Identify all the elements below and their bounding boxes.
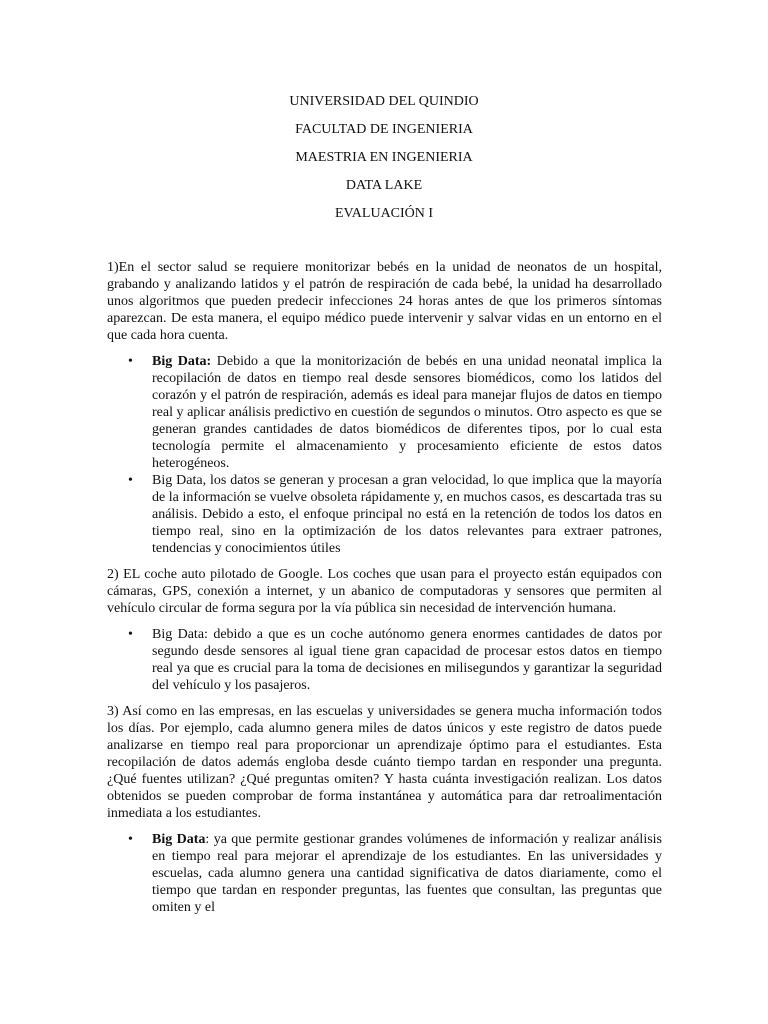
list-item (128, 626, 662, 694)
list-item (128, 353, 662, 472)
bullet-icon: • (128, 354, 133, 369)
bullet-text: Debido a que la monitorización de bebés en una unidad neonatal implica la recopilación de datos en tiempo real desde sensores biomédicos, como los latidos del corazón y el patrón de respiración, además es ideal para manejar flujos de datos en tiempo real y aplicar análisis predictivo en cuestión de segundos o minutos. Otro aspecto es que se generan grandes cantidades de datos biomédicos de diferentes tipos, por lo cual esta tecnología permite el almacenamiento y procesamiento eficiente de estos datos heterogéneos. (152, 354, 662, 471)
list-item (128, 472, 662, 557)
bullet-text: : ya que permite gestionar grandes volúmenes de información y realizar análisis en tiempo real para mejorar el aprendizaje de los estudiantes. En las universidades y escuelas, cada alumno genera una cantidad significativa de datos diariamente, como el tiempo que tardan en responder preguntas, las fuentes que consultan, las preguntas que omiten y el (152, 832, 662, 915)
document-header (0, 93, 768, 233)
course-title: DATA LAKE (345, 178, 423, 193)
bullet-icon: • (128, 627, 133, 642)
university-title: UNIVERSIDAD DEL QUINDIO (289, 94, 479, 109)
list-item (128, 831, 662, 916)
bullet-text: Big Data: debido a que es un coche autónomo genera enormes cantidades de datos por segundo desde sensores al igual tiene gran capacidad de procesar estos datos en tiempo real ya que es crucial para la toma de decisiones en milisegundos y garantizar la seguridad del vehículo y los pasajeros. (152, 627, 662, 693)
question-1-text: 1)En el sector salud se requiere monitorizar bebés en la unidad de neonatos de un hospital, grabando y analizando latidos y el patrón de respiración de cada bebé, la unidad ha desarrollado unos algoritmos que pueden predecir infecciones 24 horas antes de que los primeros síntomas aparezcan. De esta manera, el equipo médico puede intervenir y salvar vidas en un entorno en el que cada hora cuenta. (107, 260, 662, 343)
program-title: MAESTRIA EN INGENIERIA (295, 150, 473, 165)
evaluation-title: EVALUACIÓN I (334, 206, 434, 221)
question-2-text: 2) EL coche auto pilotado de Google. Los coches que usan para el proyecto están equipados con cámaras, GPS, conexión a internet, y un abanico de computadoras y sensores que permiten al vehículo circular de forma segura por la vía pública sin necesidad de intervención humana. (107, 567, 662, 616)
bullet-bold-label: Big Data (152, 832, 206, 847)
bullet-text: Big Data, los datos se generan y procesan a gran velocidad, lo que implica que la mayoría de la información se vuelve obsoleta rápidamente y, en muchos casos, es descartada tras su análisis. Debido a esto, el enfoque principal no está en la retención de todos los datos en tiempo real, sino en la optimización de los datos relevantes para extraer patrones, tendencias y conocimientos útiles (152, 473, 662, 556)
faculty-title: FACULTAD DE INGENIERIA (295, 122, 473, 137)
bullet-icon: • (128, 832, 133, 847)
document-body (107, 259, 662, 925)
question-2-bullets (107, 626, 662, 694)
question-3-text: 3) Así como en las empresas, en las escuelas y universidades se genera mucha información todos los días. Por ejemplo, cada alumno genera miles de datos únicos y este registro de datos puede analizarse en tiempo real para proporcionar un aprendizaje óptimo para el estudiantes. Esta recopilación de datos además engloba desde cuánto tiempo tardan en responder una pregunta. ¿Qué fuentes utilizan? ¿Qué preguntas omiten? Y hasta cuánta investigación realizan. Los datos obtenidos se pueden comprobar de forma instantánea y automática para dar retroalimentación inmediata a los estudiantes. (107, 704, 662, 821)
question-3-bullets (107, 831, 662, 916)
bullet-icon: • (128, 473, 133, 488)
bullet-bold-label: Big Data: (152, 354, 212, 369)
question-1-bullets (107, 353, 662, 557)
